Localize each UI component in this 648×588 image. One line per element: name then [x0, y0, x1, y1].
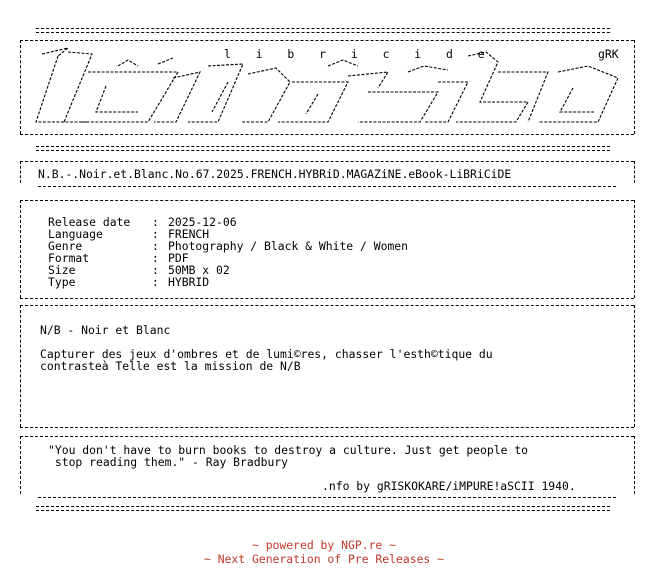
- logo-tag: gRK: [598, 47, 619, 61]
- footer-powered-by: ~ powered by NGP.re ~: [251, 538, 396, 552]
- title-box-bottom: [38, 186, 616, 187]
- info-sep: :: [152, 239, 159, 253]
- info-key: Release date: [48, 215, 131, 229]
- info-value: Photography / Black & White / Women: [168, 239, 409, 253]
- logo-letters: l i b r i c i d e: [224, 47, 494, 61]
- info-sep: :: [152, 263, 159, 277]
- info-key: Language: [48, 227, 103, 241]
- quote-line-2: stop reading them." - Ray Bradbury: [48, 455, 289, 469]
- release-title: N.B.-.Noir.et.Blanc.No.67.2025.FRENCH.HYBRiD.MAGAZiNE.eBook-LiBRiCiDE: [38, 167, 512, 181]
- quote-line-1: "You don't have to burn books to destroy a culture. Just get people to: [48, 443, 529, 457]
- info-value: HYBRID: [168, 275, 210, 289]
- info-sep: :: [152, 227, 159, 241]
- quote-box-bottom: [38, 497, 616, 498]
- libricide-ascii-logo: [28, 42, 628, 132]
- info-key: Genre: [48, 239, 83, 253]
- info-value: FRENCH: [168, 227, 210, 241]
- info-key: Type: [48, 275, 76, 289]
- nfo-credit: .nfo by gRISKOKARE/iMPURE!aSCII 1940.: [322, 479, 576, 493]
- info-value: 2025-12-06: [168, 215, 237, 229]
- desc-line-2: contrasteà Telle est la mission de N/B: [40, 359, 301, 373]
- logo-art: [28, 42, 628, 132]
- logo-double-rule: [36, 146, 610, 151]
- desc-title: N/B - Noir et Blanc: [40, 323, 171, 337]
- info-key: Size: [48, 263, 76, 277]
- logo-box-bottom: [20, 134, 634, 135]
- info-value: 50MB x 02: [168, 263, 230, 277]
- info-box-bottom: [20, 298, 634, 299]
- info-sep: :: [152, 251, 159, 265]
- footer-tagline: ~ Next Generation of Pre Releases ~: [203, 552, 445, 566]
- desc-box-bottom: [20, 427, 634, 428]
- info-value: PDF: [168, 251, 189, 265]
- info-sep: :: [152, 215, 159, 229]
- desc-line-1: Capturer des jeux d'ombres et de lumi©res, chasser l'esth©tique du: [40, 347, 493, 361]
- top-double-rule: [36, 28, 610, 33]
- bottom-double-rule: [36, 506, 610, 511]
- info-sep: :: [152, 275, 159, 289]
- info-key: Format: [48, 251, 90, 265]
